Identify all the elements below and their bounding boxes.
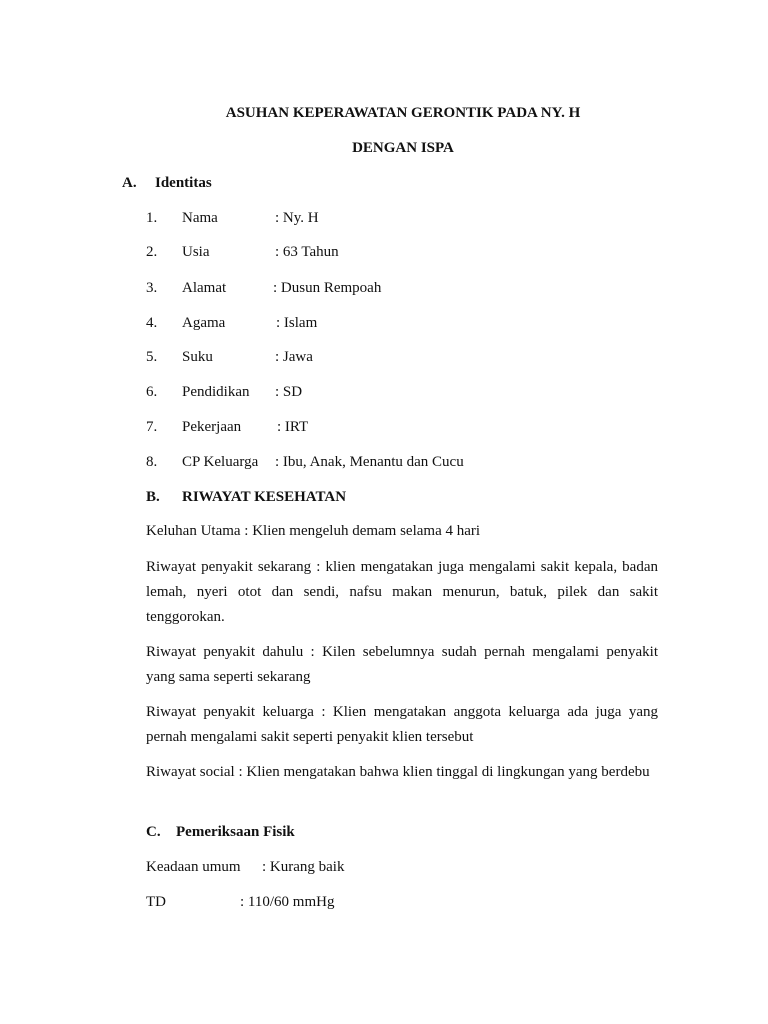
item-label: Suku (182, 349, 213, 365)
document-title: ASUHAN KEPERAWATAN GERONTIK PADA NY. H (225, 105, 581, 121)
family-illness-history: Riwayat penyakit keluarga : Klien mengatakan anggota keluarga ada juga yang pernah mengalami sakit seperti penyakit klien tersebut (146, 704, 658, 745)
item-label: Agama (182, 315, 226, 331)
item-value: : Islam (276, 315, 318, 331)
item-value: : Jawa (275, 349, 313, 365)
current-illness-history: Riwayat penyakit sekarang : klien mengatakan juga mengalami sakit kepala, badan lemah, nyeri otot dan sendi, nafsu makan menurun, batuk, pilek dan sakit tenggorokan. (146, 559, 658, 625)
past-illness-history: Riwayat penyakit dahulu : Kilen sebelumnya sudah pernah mengalami penyakit yang sama seperti sekarang (146, 644, 658, 685)
section-a-letter: A. (122, 175, 137, 191)
item-number: 5. (146, 349, 158, 365)
item-number: 8. (146, 454, 158, 470)
chief-complaint: Keluhan Utama : Klien mengeluh demam selama 4 hari (146, 523, 481, 539)
item-value: : Ibu, Anak, Menantu dan Cucu (275, 454, 464, 470)
item-value: : 63 Tahun (275, 244, 339, 260)
exam-value: : 110/60 mmHg (240, 894, 335, 910)
item-label: Pekerjaan (182, 419, 242, 435)
section-a-heading: Identitas (155, 175, 212, 191)
item-label: Pendidikan (182, 384, 250, 400)
section-c-heading: Pemeriksaan Fisik (176, 824, 295, 840)
item-number: 7. (146, 419, 158, 435)
item-label: Usia (182, 244, 210, 260)
item-label: CP Keluarga (182, 454, 259, 470)
exam-value: : Kurang baik (262, 859, 345, 875)
item-value: : Ny. H (275, 210, 319, 226)
item-value: : IRT (277, 419, 309, 435)
item-label: Nama (182, 210, 218, 226)
section-b-heading: RIWAYAT KESEHATAN (182, 489, 347, 505)
exam-label: Keadaan umum (146, 859, 241, 875)
social-history: Riwayat social : Klien mengatakan bahwa klien tinggal di lingkungan yang berdebu (146, 764, 650, 780)
item-number: 1. (146, 210, 158, 226)
exam-label: TD (146, 894, 166, 910)
item-value: : SD (275, 384, 303, 400)
item-number: 2. (146, 244, 158, 260)
item-number: 3. (146, 280, 158, 296)
item-label: Alamat (182, 280, 227, 296)
section-b-letter: B. (146, 489, 160, 505)
item-number: 6. (146, 384, 158, 400)
document-subtitle: DENGAN ISPA (352, 140, 454, 156)
section-c-letter: C. (146, 824, 161, 840)
item-number: 4. (146, 315, 158, 331)
item-value: : Dusun Rempoah (273, 280, 382, 296)
